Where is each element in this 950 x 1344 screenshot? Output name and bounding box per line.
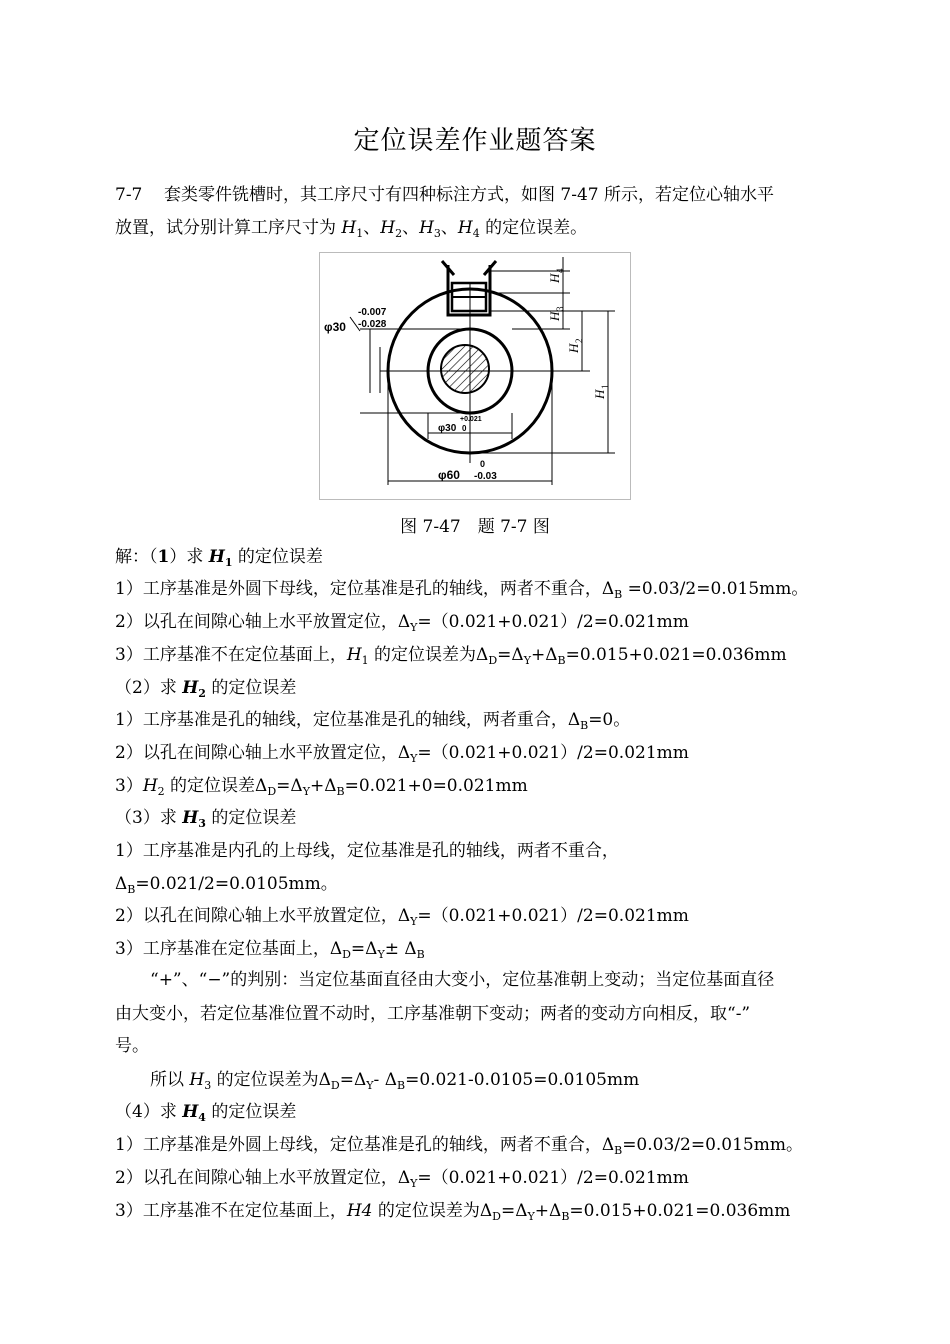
s3-line-1b: $\Delta_B=0.021/2=0.0105mm$。 bbox=[115, 874, 338, 896]
dim-phi30-outer: φ30 bbox=[324, 320, 346, 334]
dim-phi60: φ60 bbox=[438, 468, 460, 482]
problem-line-1 bbox=[115, 183, 774, 207]
problem-number: 7-7 bbox=[115, 185, 143, 205]
s3-judge-2: 由大变小，若定位基准位置不动时，工序基准朝下变动；两者的变动方向相反，取“-” bbox=[115, 1004, 751, 1024]
s3-line-1: 1）工序基准是内孔的上母线，定位基准是孔的轴线，两者不重合， bbox=[115, 841, 619, 861]
label-h2: H bbox=[566, 343, 581, 353]
svg-text:-0.007: -0.007 bbox=[358, 307, 387, 318]
svg-text:3: 3 bbox=[555, 306, 565, 311]
solution-head-1: 解：（1）求 $H_1$ 的定位误差 bbox=[115, 547, 323, 569]
svg-text:+0.021: +0.021 bbox=[460, 416, 482, 423]
s1-line-1: 1）工序基准是外圆下母线，定位基准是孔的轴线，两者不重合，$\Delta_B =0.03/2=0.015mm$。 bbox=[115, 579, 809, 601]
solution-head-4: （4）求 $H_4$ 的定位误差 bbox=[115, 1102, 297, 1124]
s3-judge-1: “+”、“−”的判别：当定位基面直径由大变小，定位基准朝上变动；当定位基面直径 bbox=[150, 970, 775, 990]
mandrel bbox=[441, 345, 489, 393]
label-h1: H bbox=[592, 389, 607, 399]
page-title: 定位误差作业题答案 bbox=[353, 126, 597, 156]
solution-head-3: （3）求 $H_3$ 的定位误差 bbox=[115, 808, 297, 830]
svg-text:-0.028: -0.028 bbox=[358, 319, 387, 330]
s3-line-3: 3）工序基准在定位基面上，$\Delta_D=\Delta_Y\pm \Delta_B$ bbox=[115, 939, 425, 961]
s2-line-2: 2）以孔在间隙心轴上水平放置定位，$\Delta_Y=(0.021+0.021)/2=0.021mm$ bbox=[115, 743, 689, 765]
svg-text:0: 0 bbox=[480, 459, 486, 469]
s1-line-2: 2）以孔在间隙心轴上水平放置定位，$\Delta_Y=(0.021+0.021)/2=0.021mm$ bbox=[115, 612, 689, 634]
svg-text:0: 0 bbox=[462, 424, 467, 433]
bushing-drawing bbox=[320, 253, 630, 499]
s3-conclusion: 所以 $H_3$ 的定位误差为$\Delta_D=\Delta_Y-$ $\Delta_B=0.021-0.0105=0.0105mm$ bbox=[150, 1070, 640, 1092]
dim-phi30-inner: φ30 bbox=[438, 423, 457, 434]
problem-text-1: 套类零件铣槽时，其工序尺寸有四种标注方式，如图 7-47 所示，若定位心轴水平 bbox=[164, 185, 775, 205]
problem-line-2: 放置，试分别计算工序尺寸为 $H_1$、$H_2$、$H_3$、$H_4$ 的定位误差。 bbox=[115, 218, 588, 240]
s3-judge-3: 号。 bbox=[115, 1036, 149, 1056]
s2-line-1: 1）工序基准是孔的轴线，定位基准是孔的轴线，两者重合，$\Delta_B=0$。 bbox=[115, 710, 631, 732]
label-h4: H bbox=[547, 273, 562, 283]
s1-line-3: 3）工序基准不在定位基面上，$H_1$ 的定位误差为$\Delta_D=\Delta_Y+\Delta_B=0.015+0.021=0.036mm$ bbox=[115, 645, 787, 667]
solution-head-2: （2）求 $H_2$ 的定位误差 bbox=[115, 678, 297, 700]
s4-line-3: 3）工序基准不在定位基面上，H4 的定位误差为$\Delta_D=\Delta_Y+\Delta_B=0.015+0.021=0.036mm$ bbox=[115, 1201, 791, 1223]
svg-text:4: 4 bbox=[555, 268, 565, 273]
svg-text:2: 2 bbox=[574, 338, 584, 343]
s4-line-1: 1）工序基准是外圆上母线，定位基准是孔的轴线，两者不重合，$\Delta_B=0.03/2=0.015mm$。 bbox=[115, 1135, 803, 1157]
svg-text:-0.03: -0.03 bbox=[474, 471, 497, 482]
svg-text:1: 1 bbox=[600, 384, 610, 389]
s4-line-2: 2）以孔在间隙心轴上水平放置定位，$\Delta_Y=(0.021+0.021)/2=0.021mm$ bbox=[115, 1168, 689, 1190]
s2-line-3: $3)H_2$ 的定位误差$\Delta_D=\Delta_Y+\Delta_B=0.021+0=0.021mm$ bbox=[115, 776, 528, 798]
s3-line-2: 2）以孔在间隙心轴上水平放置定位，$\Delta_Y=(0.021+0.021)/2=0.021mm$ bbox=[115, 906, 689, 928]
label-h3: H bbox=[547, 311, 562, 321]
figure-caption: 图 7-47 题 7-7 图 bbox=[400, 517, 550, 537]
figure-7-47 bbox=[319, 252, 631, 500]
